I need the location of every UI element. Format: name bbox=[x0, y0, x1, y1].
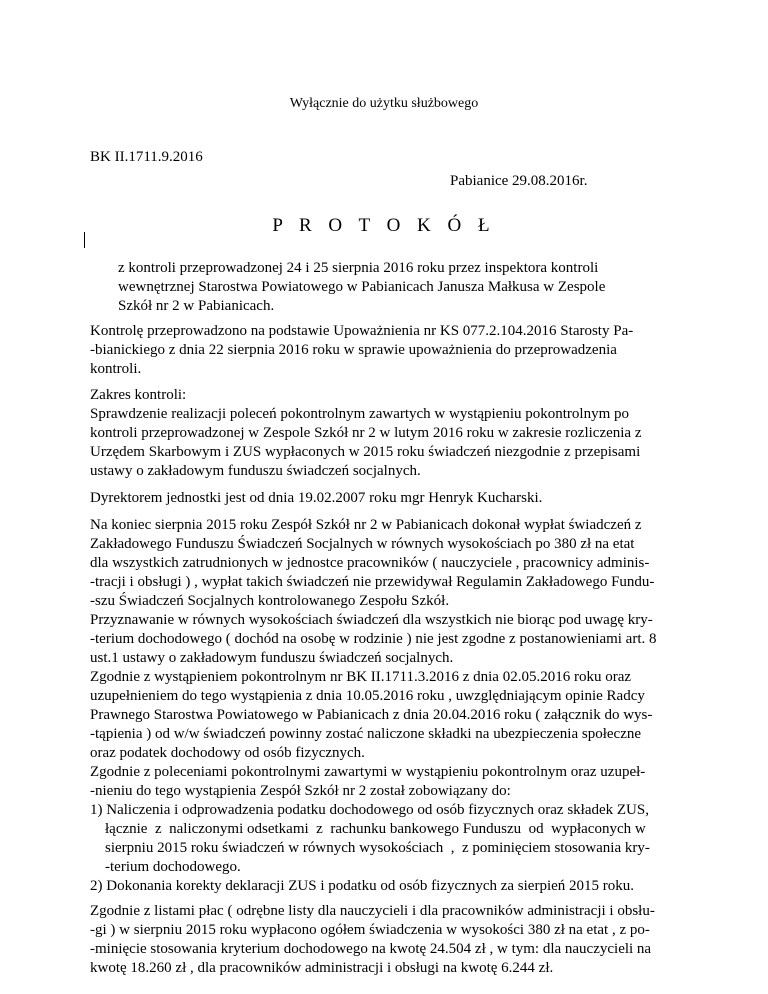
director-line: Dyrektorem jednostki jest od dnia 19.02.2007 roku mgr Henryk Kucharski. bbox=[90, 490, 543, 506]
scope-line: Sprawdzenie realizacji poleceń pokontrolnym zawartych w wystąpieniu pokontrolnym po bbox=[90, 406, 630, 422]
list-item-2: 2) Dokonania korekty deklaracji ZUS i podatku od osób fizycznych za sierpień 2015 roku. bbox=[90, 878, 635, 894]
subtitle-line: wewnętrznej Starostwa Powiatowego w Pabianicach Janusza Małkusa w Zespole bbox=[118, 279, 606, 295]
document-title: P R O T O K Ó Ł bbox=[272, 215, 496, 236]
list-item-1: 1) Naliczenia i odprowadzenia podatku dochodowego od osób fizycznych oraz składek ZUS, bbox=[90, 802, 649, 818]
basis-line: kontroli. bbox=[90, 361, 142, 377]
place-date: Pabianice 29.08.2016r. bbox=[450, 173, 588, 189]
findings-line: Prawnego Starostwa Powiatowego w Pabianicach z dnia 20.04.2016 roku ( załącznik do wys- bbox=[90, 707, 653, 723]
findings-line: Zgodnie z poleceniami pokontrolnymi zawartymi w wystąpieniu pokontrolnym oraz uzupeł- bbox=[90, 764, 646, 780]
basis-line: -bianickiego z dnia 22 sierpnia 2016 roku w sprawie upoważnienia do przeprowadzenia bbox=[90, 342, 617, 358]
payroll-line: -minięcie stosowania kryterium dochodowego na kwotę 24.504 zł , w tym: dla nauczycieli na bbox=[90, 941, 652, 957]
payroll-line: -gi ) w sierpniu 2015 roku wypłacono ogółem świadczenia w wysokości 380 zł na etat , z po- bbox=[90, 922, 650, 938]
findings-line: Zakładowego Funduszu Świadczeń Socjalnych w równych wysokościach po 380 zł na etat bbox=[90, 536, 635, 552]
findings-line: Zgodnie z wystąpieniem pokontrolnym nr BK II.1711.3.2016 z dnia 02.05.2016 roku oraz bbox=[90, 669, 632, 685]
text-cursor bbox=[84, 232, 85, 248]
basis-line: Kontrolę przeprowadzono na podstawie Upoważnienia nr KS 077.2.104.2016 Starosty Pa- bbox=[90, 323, 634, 339]
payroll-line: kwotę 18.260 zł , dla pracowników administracji i obsługi na kwotę 6.244 zł. bbox=[90, 960, 554, 976]
findings-line: -tąpienia ) od w/w świadczeń powinny zostać naliczone składki na ubezpieczenia społeczne bbox=[90, 726, 642, 742]
findings-line: -terium dochodowego ( dochód na osobę w rodzinie ) nie jest zgodne z postanowieniami art. 8 bbox=[90, 631, 657, 647]
list-item-1-continued: sierpniu 2015 roku świadczeń w równych wysokościach , z pominięciem stosowania kry- bbox=[90, 840, 650, 856]
findings-line: uzupełnieniem do tego wystąpienia z dnia 10.05.2016 roku , uwzględniającym opinie Radcy bbox=[90, 688, 645, 704]
findings-line: dla wszystkich zatrudnionych w jednostce pracowników ( nauczyciele , pracownicy adminis- bbox=[90, 555, 650, 571]
scope-line: ustawy o zakładowym funduszu świadczeń socjalnych. bbox=[90, 463, 421, 479]
list-item-1-continued: łącznie z naliczonymi odsetkami z rachunku bankowego Funduszu od wypłaconych w bbox=[90, 821, 646, 837]
reference-number: BK II.1711.9.2016 bbox=[90, 149, 203, 165]
findings-line: Przyznawanie w równych wysokościach świadczeń dla wszystkich nie biorąc pod uwagę kry- bbox=[90, 612, 653, 628]
scope-line: kontroli przeprowadzonej w Zespole Szkół nr 2 w lutym 2016 roku w zakresie rozliczenia z bbox=[90, 425, 642, 441]
subtitle-line: Szkół nr 2 w Pabianicach. bbox=[118, 298, 275, 314]
subtitle-line: z kontroli przeprowadzonej 24 i 25 sierpnia 2016 roku przez inspektora kontroli bbox=[118, 260, 599, 276]
scope-heading: Zakres kontroli: bbox=[90, 387, 187, 403]
findings-line: ust.1 ustawy o zakładowym funduszu świadczeń socjalnych. bbox=[90, 650, 454, 666]
list-item-1-continued: -terium dochodowego. bbox=[90, 859, 241, 875]
scope-line: Urzędem Skarbowym i ZUS wypłaconych w 2015 roku świadczeń niezgodnie z przepisami bbox=[90, 444, 641, 460]
header-note: Wyłącznie do użytku służbowego bbox=[289, 96, 479, 111]
findings-line: -szu Świadczeń Socjalnych kontrolowanego Zespołu Szkół. bbox=[90, 593, 450, 609]
findings-line: oraz podatek dochodowy od osób fizycznych. bbox=[90, 745, 365, 761]
findings-line: -tracji i obsługi ) , wypłat takich świadczeń nie przewidywał Regulamin Zakładowego Fundu- bbox=[90, 574, 655, 590]
findings-line: Na koniec sierpnia 2015 roku Zespół Szkół nr 2 w Pabianicach dokonał wypłat świadczeń z bbox=[90, 517, 642, 533]
findings-line: -nieniu do tego wystąpienia Zespół Szkół nr 2 został zobowiązany do: bbox=[90, 783, 511, 799]
payroll-line: Zgodnie z listami płac ( odrębne listy dla nauczycieli i dla pracowników administracji i obsłu- bbox=[90, 903, 655, 919]
